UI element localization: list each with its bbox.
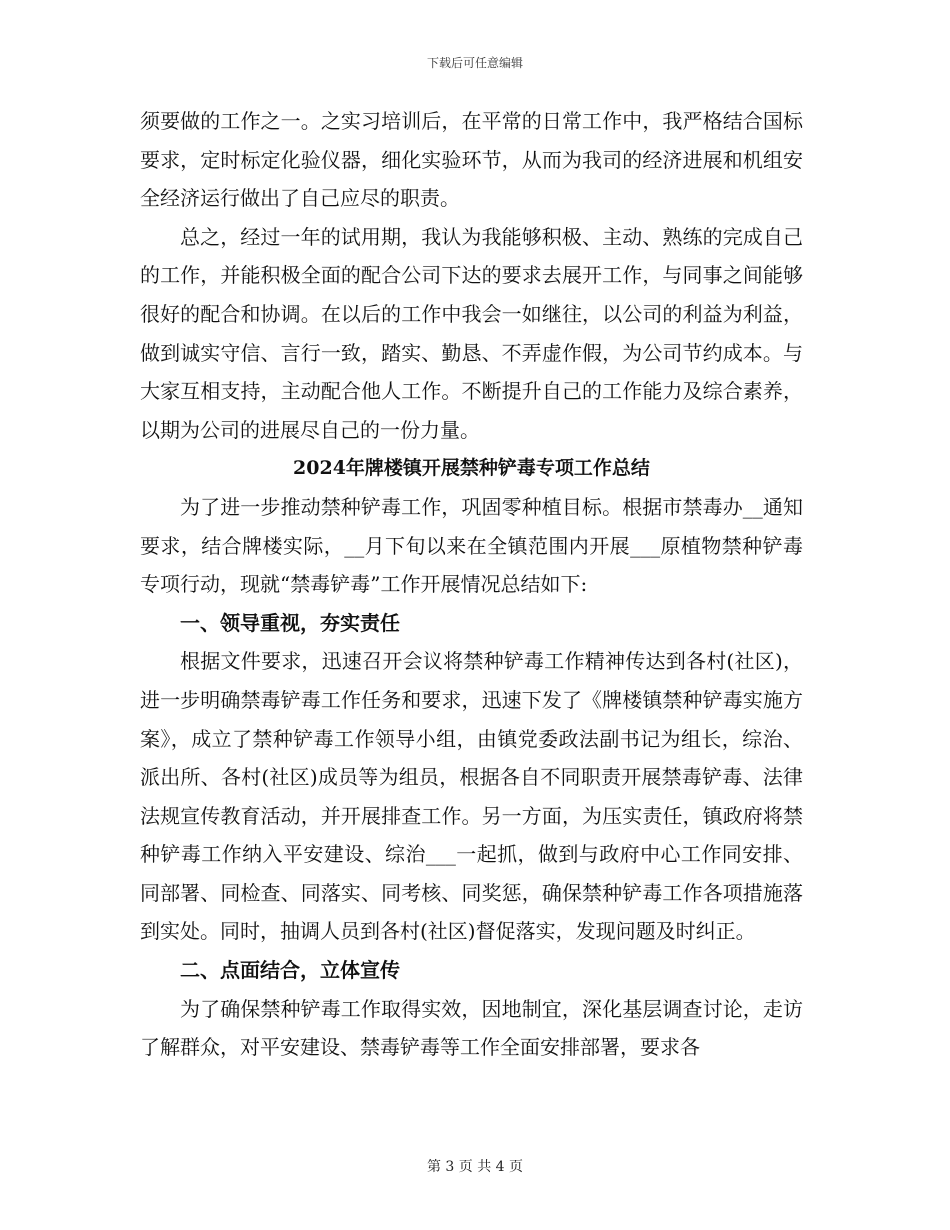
document-title: 2024年牌楼镇开展禁种铲毒专项工作总结 [293, 457, 650, 480]
document-body [140, 102, 803, 1067]
section-heading-2: 二、点面结合，立体宣传 [180, 958, 400, 983]
paragraph-continuation: 须要做的工作之一。之实习培训后，在平常的日常工作中，我严格结合国标要求，定时标定化验仪器，细化实验环节，从而为我司的经济进展和机组安全经济运行做出了自己应尽的职责。 [140, 109, 803, 211]
paragraph-section-1: 根据文件要求，迅速召开会议将禁种铲毒工作精神传达到各村(社区)，进一步明确禁毒铲毒工作任务和要求，迅速下发了《牌楼镇禁种铲毒实施方案》，成立了禁种铲毒工作领导小组，由镇党委政法副书记为组长，综治、派出所、各村(社区)成员等为组员，根据各自不同职责开展禁毒铲毒、法律法规宣传教育活动，并开展排查工作。另一方面，为压实责任，镇政府将禁种铲毒工作纳入平安建设、综治___一起抓，做到与政府中心工作同安排、同部署、同检查、同落实、同考核、同奖惩，确保禁种铲毒工作各项措施落到实处。同时，抽调人员到各村(社区)督促落实，发现问题及时纠正。 [140, 649, 803, 944]
paragraph-conclusion: 总之，经过一年的试用期，我认为我能够积极、主动、熟练的完成自己的工作，并能积极全面的配合公司下达的要求去展开工作，与同事之间能够很好的配合和协调。在以后的工作中我会一如继往，以公司的利益为利益，做到诚实守信、言行一致，踏实、勤恳、不弄虚作假，为公司节约成本。与大家互相支持，主动配合他人工作。不断提升自己的工作能力及综合素养，以期为公司的进展尽自己的一份力量。 [140, 224, 803, 442]
page-header: 下载后可任意编辑 [426, 56, 523, 70]
paragraph-section-2: 为了确保禁种铲毒工作取得实效，因地制宜，深化基层调查讨论，走访了解群众，对平安建设、禁毒铲毒等工作全面安排部署，要求各 [140, 996, 803, 1060]
page-number: 第 3 页 共 4 页 [426, 1159, 524, 1175]
section-heading-1: 一、领导重视，夯实责任 [180, 610, 400, 635]
paragraph-intro: 为了进一步推动禁种铲毒工作，巩固零种植目标。根据市禁毒办__通知要求，结合牌楼实际，__月下旬以来在全镇范围内开展___原植物禁种铲毒专项行动，现就“禁毒铲毒”工作开展情况总结如下: [140, 494, 803, 597]
